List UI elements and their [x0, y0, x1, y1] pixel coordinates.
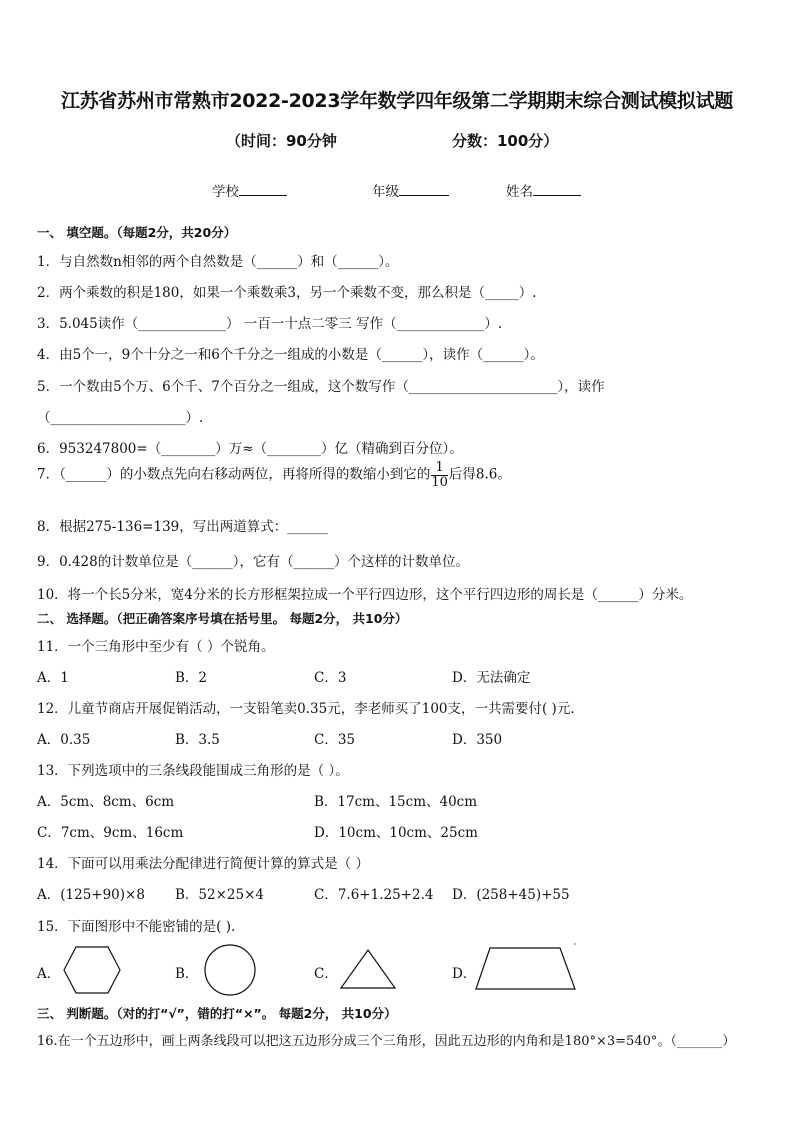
grade-blank [399, 181, 449, 196]
q12-option-b: B．3.5 [175, 732, 220, 748]
question-11: 11．一个三角形中至少有（ ）个锐角。 [37, 639, 275, 655]
q11-option-c: C．3 [314, 670, 347, 686]
q13-option-c: C．7cm、9cm、16cm [37, 825, 184, 841]
q12-option-a: A．0.35 [37, 732, 91, 748]
q15-option-c: C． [314, 966, 338, 982]
question-8: 8．根据275-136=139，写出两道算式：______ [37, 519, 328, 535]
school-blank [239, 181, 287, 196]
q15-option-a: A． [37, 966, 61, 982]
exam-score: 分数：100分） [452, 132, 559, 150]
question-14: 14．下面可以用乘法分配律进行简便计算的算式是（ ） [37, 856, 369, 872]
section-fill-in-title: 一、 填空题。（每题2分，共20分） [37, 225, 237, 240]
fraction-denominator: 10 [431, 474, 448, 490]
q13-option-b: B．17cm、15cm、40cm [314, 794, 478, 810]
school-label: 学校 [212, 184, 239, 200]
question-6: 6．953247800=（________）万≈（________）亿（精确到百分位）。 [37, 441, 463, 457]
question-13: 13．下列选项中的三条线段能围成三角形的是（ ）。 [37, 763, 349, 779]
question-7 [37, 461, 511, 489]
question-3: 3．5.045读作（_____________） 一百一十点二零三 写作（_____________）. [37, 316, 503, 332]
question-15: 15．下面图形中不能密铺的是( ). [37, 919, 236, 935]
q13-option-d: D．10cm、10cm、25cm [314, 825, 478, 841]
exam-title: 江苏省苏州市常熟市2022-2023学年数学四年级第二学期期末综合测试模拟试题 [61, 90, 733, 112]
question-4: 4．由5个一，9个十分之一和6个千分之一组成的小数是（______），读作（______）。 [37, 347, 544, 363]
fraction-numerator: 1 [431, 461, 448, 476]
q14-option-a: A．(125+90)×8 [37, 887, 145, 903]
q11-option-b: B．2 [175, 670, 208, 686]
circle-icon [203, 943, 257, 997]
question-12: 12．儿童节商店开展促销活动，一支铅笔卖0.35元，李老师买了100支，一共需要付( )元． [37, 701, 584, 717]
name-blank [533, 181, 581, 196]
q14-option-c: C．7.6+1.25+2.4 [314, 887, 434, 903]
grade-label: 年级 [372, 184, 399, 200]
q14-option-b: B．52×25×4 [175, 887, 264, 903]
fraction-one-tenth [431, 461, 448, 489]
question-9: 9．0.428的计数单位是（______），它有（______）个这样的计数单位。 [37, 554, 469, 570]
name-field [506, 180, 581, 200]
q11-option-d: D．无法确定 [452, 670, 531, 686]
q15-option-b: B． [175, 966, 199, 982]
q12-option-c: C．35 [314, 732, 356, 748]
question-16: 16.在一个五边形中，画上两条线段可以把这五边形分成三个三角形，因此五边形的内角和是180°×3=540°。（_______） [37, 1034, 736, 1049]
name-label: 姓名 [506, 184, 533, 200]
question-5-continued: （____________________）. [37, 410, 204, 426]
question-7-text: 7．（______）的小数点先向右移动两位，再将所得的数缩小到它的 [37, 466, 431, 483]
section-choice-title: 二、 选择题。（把正确答案序号填在括号里。 每题2分， 共10分） [37, 611, 408, 626]
q13-option-a: A．5cm、8cm、6cm [37, 794, 175, 810]
question-2: 2．两个乘数的积是180，如果一个乘数乘3，另一个乘数不变，那么积是（_____）. [37, 285, 537, 301]
trapezoid-icon [474, 942, 578, 992]
grade-field [372, 180, 449, 200]
q15-option-d: D． [452, 966, 477, 982]
q11-option-a: A．1 [37, 670, 69, 686]
school-field [212, 180, 287, 200]
exam-time: （时间：90分钟 [226, 132, 337, 150]
q14-option-d: D．(258+45)+55 [452, 887, 570, 903]
q12-option-d: D．350 [452, 732, 503, 748]
triangle-icon [339, 948, 397, 990]
section-judge-title: 三、 判断题。（对的打“√”，错的打“×”。 每题2分， 共10分） [37, 1006, 397, 1021]
question-7-tail: 后得8.6。 [448, 466, 511, 483]
hexagon-icon [62, 945, 122, 995]
question-5: 5．一个数由5个万、6个千、7个百分之一组成，这个数写作（______________________），读作 [37, 379, 605, 395]
question-1: 1．与自然数n相邻的两个自然数是（______）和（______）。 [37, 254, 399, 270]
question-10: 10．将一个长5分米，宽4分米的长方形框架拉成一个平行四边形，这个平行四边形的周长是（______）分米。 [37, 587, 693, 603]
